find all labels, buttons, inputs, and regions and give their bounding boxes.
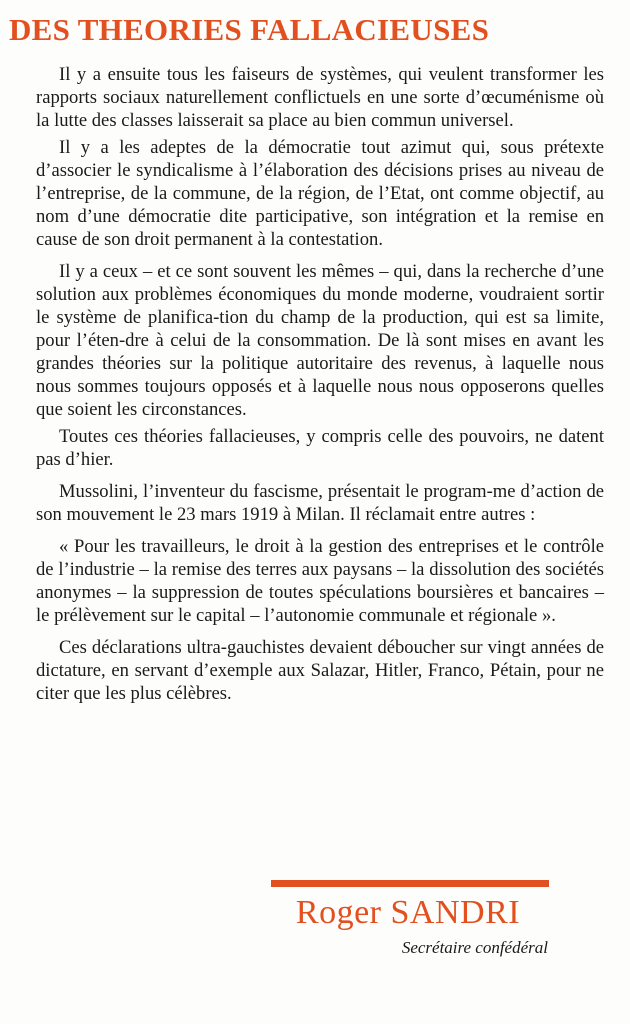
- signature-divider: [271, 880, 549, 887]
- paragraph-2: Il y a les adeptes de la démocratie tout azimut qui, sous prétexte d’associer le syndicalisme à l’élaboration des décisions prises au niveau de l’entreprise, de la commune, de la région, de l’Etat, ont comme objectif, au nom d’une démocratie dite participative, son intégration et la remise en cause de son droit permanent à la contestation.: [36, 137, 604, 250]
- article-body: [36, 63, 604, 714]
- quotation-paragraph: « Pour les travailleurs, le droit à la gestion des entreprises et le contrôle de l’industrie – la remise des terres aux paysans – la dissolution des sociétés anonymes – la suppression de toutes spéculations boursières et bancaires – le prélèvement sur le capital – l’autonomie communale et régionale ».: [36, 536, 604, 626]
- paragraph-4: Toutes ces théories fallacieuses, y compris celle des pouvoirs, ne datent pas d’hier.: [36, 426, 604, 470]
- author-name: Roger SANDRI: [295, 894, 521, 931]
- paragraph-7: Ces déclarations ultra-gauchistes devaient déboucher sur vingt années de dictature, en servant d’exemple aux Salazar, Hitler, Franco, Pétain, pour ne citer que les plus célèbres.: [36, 637, 604, 704]
- paragraph-5: Mussolini, l’inventeur du fascisme, présentait le program-me d’action de son mouvement le 23 mars 1919 à Milan. Il réclamait entre autres :: [36, 481, 604, 525]
- paragraph-3: Il y a ceux – et ce sont souvent les mêmes – qui, dans la recherche d’une solution aux problèmes économiques du monde moderne, voudraient sortir le système de planifica-tion du champ de la production, qui est sa limite, pour l’éten-dre à celui de la consommation. De là sont mises en avant les grandes théories sur la politique autoritaire des revenus, à laquelle nous nous sommes toujours opposés et à laquelle nous nous opposerons quelles que soient les circonstances.: [36, 261, 604, 420]
- paragraph-1: Il y a ensuite tous les faiseurs de systèmes, qui veulent transformer les rapports sociaux naturellement conflictuels en une sorte d’œcuménisme où la lutte des classes laisserait sa place au bien commun universel.: [36, 64, 604, 131]
- author-role: Secrétaire confédéral: [401, 938, 548, 957]
- page-title: DES THEORIES FALLACIEUSES: [9, 12, 490, 47]
